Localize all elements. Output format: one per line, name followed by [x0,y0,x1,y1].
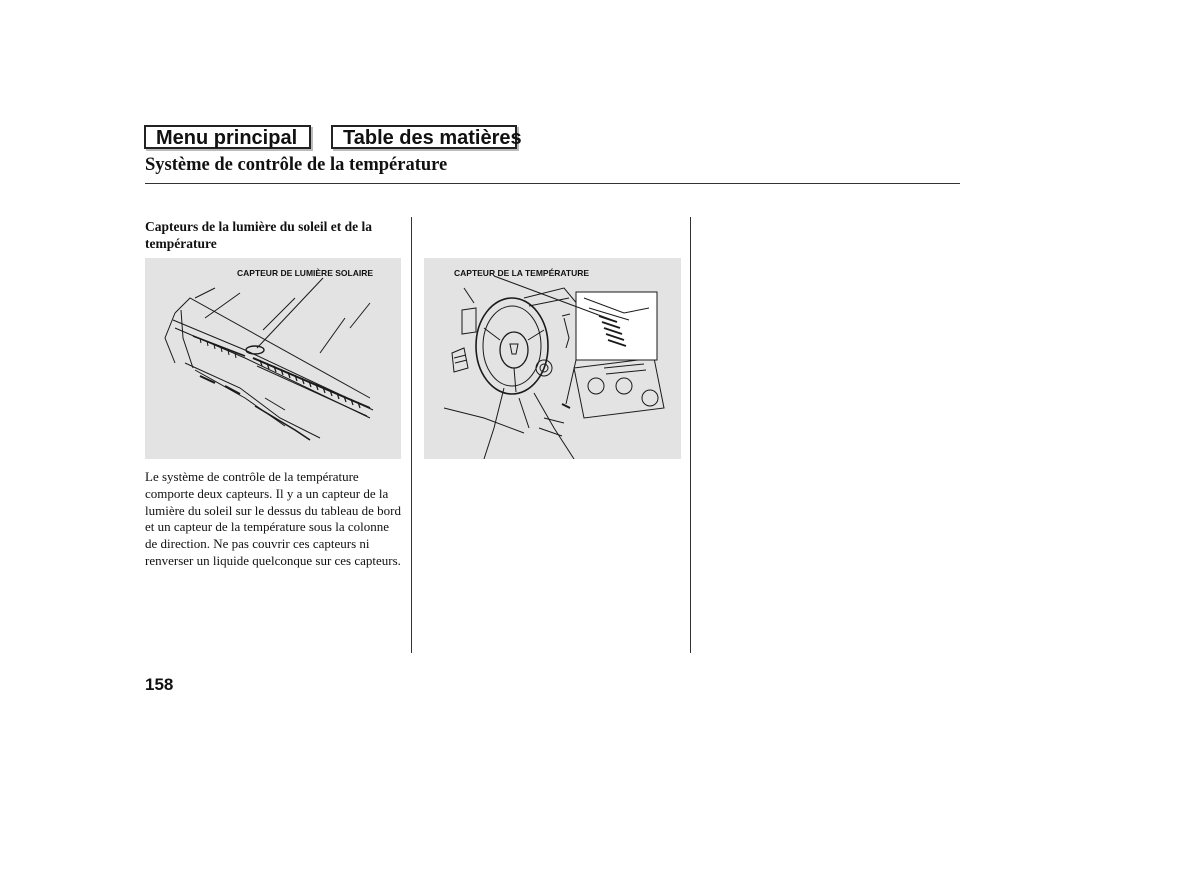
table-of-contents-button[interactable]: Table des matières [331,125,517,149]
temperature-sensor-figure [424,258,681,459]
steering-column-illustration [424,258,681,459]
page-title: Système de contrôle de la température [145,155,448,175]
page-number: 158 [145,675,174,694]
section-subheading: Capteurs de la lumière du soleil et de la température [145,219,372,251]
sunlight-sensor-figure [145,258,401,459]
main-menu-button[interactable]: Menu principal [144,125,311,149]
column-divider-left [411,217,412,653]
windshield-dashboard-illustration [145,258,401,459]
temperature-sensor-label: CAPTEUR DE LA TEMPÉRATURE [454,268,590,278]
section-body-text: Le système de contrôle de la température comporte deux capteurs. Il y a un capteur de la lumière du soleil sur le dessus du tableau de bord et un capteur de la température sous la colonne de direction. Ne pas couvrir ces capteurs ni renverser un liquide quelconque sur ces capteurs. [145,469,401,568]
title-divider [145,183,960,184]
column-divider-right [690,217,691,653]
sunlight-sensor-label: CAPTEUR DE LUMIÈRE SOLAIRE [237,268,374,278]
